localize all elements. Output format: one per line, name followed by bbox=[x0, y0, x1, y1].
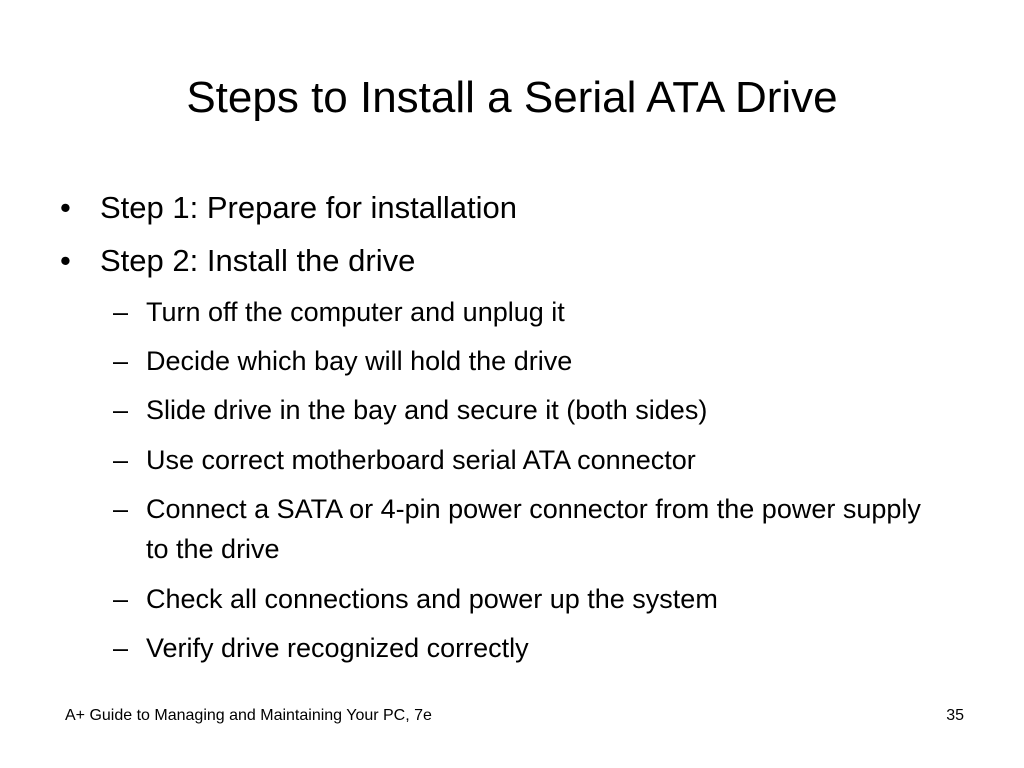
bullet-marker: • bbox=[60, 243, 71, 278]
sub-bullet-item bbox=[113, 440, 943, 480]
sub-bullet-item bbox=[113, 390, 943, 430]
dash-marker: – bbox=[113, 494, 129, 524]
sub-bullet-text: Use correct motherboard serial ATA connector bbox=[146, 445, 696, 475]
sub-bullet-text: Check all connections and power up the system bbox=[146, 584, 718, 614]
bullet-text: Step 2: Install the drive bbox=[100, 243, 416, 278]
sub-bullet-item bbox=[113, 579, 943, 619]
bullet-marker: • bbox=[60, 190, 71, 225]
slide-title: Steps to Install a Serial ATA Drive bbox=[186, 73, 838, 122]
dash-marker: – bbox=[113, 297, 129, 327]
sub-bullet-text: Slide drive in the bay and secure it (both sides) bbox=[146, 395, 708, 425]
page-number: 35 bbox=[946, 707, 964, 724]
sub-bullet-item bbox=[113, 292, 943, 332]
sub-bullet-text: Turn off the computer and unplug it bbox=[146, 297, 565, 327]
bullet-text: Step 1: Prepare for installation bbox=[100, 190, 518, 225]
sub-bullet-item bbox=[113, 489, 943, 569]
dash-marker: – bbox=[113, 633, 129, 663]
dash-marker: – bbox=[113, 346, 129, 376]
footer-text: A+ Guide to Managing and Maintaining Your PC, 7e bbox=[65, 707, 432, 724]
sub-bullet-text: Verify drive recognized correctly bbox=[146, 633, 529, 663]
dash-marker: – bbox=[113, 445, 129, 475]
dash-marker: – bbox=[113, 395, 129, 425]
sub-bullet-text: Decide which bay will hold the drive bbox=[146, 346, 573, 376]
sub-bullet-text: Connect a SATA or 4-pin power connector from the power supply to the drive bbox=[146, 494, 921, 564]
sub-bullet-item bbox=[113, 341, 943, 381]
sub-bullet-item bbox=[113, 628, 943, 668]
dash-marker: – bbox=[113, 584, 129, 614]
